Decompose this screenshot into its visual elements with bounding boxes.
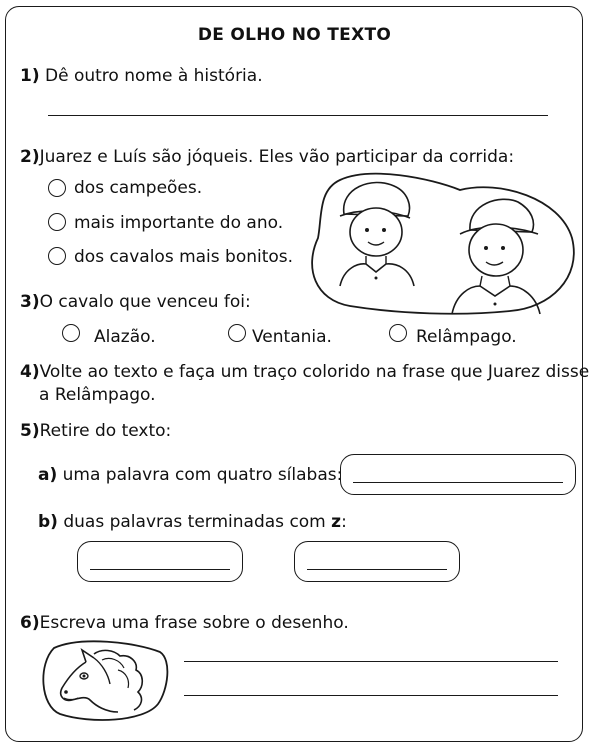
option-radio-q2-2[interactable]: [48, 213, 66, 231]
question-1-number: 1): [20, 66, 40, 86]
page-title: DE OLHO NO TEXTO: [197, 25, 392, 45]
option-radio-q2-1[interactable]: [48, 179, 66, 197]
question-4-number: 4): [20, 362, 40, 382]
question-5b-label: b): [38, 512, 58, 532]
answer-box-5a[interactable]: [340, 454, 576, 495]
question-3: [20, 292, 251, 312]
question-5b: [38, 512, 347, 532]
answer-line-1[interactable]: [48, 115, 548, 116]
question-4-line-1: Volte ao texto e faça um traço colorido na frase que Juarez disse: [39, 362, 589, 382]
horse-head-icon: [40, 640, 170, 722]
question-2: [20, 147, 514, 167]
two-jockeys-icon: [310, 168, 580, 318]
option-label-q3-1: Alazão.: [94, 327, 156, 347]
question-4: [20, 362, 589, 382]
option-label-q2-1: dos campeões.: [74, 178, 203, 198]
answer-line-6-2[interactable]: [184, 695, 558, 696]
option-label-q3-2: Ventania.: [252, 327, 332, 347]
answer-line-6-1[interactable]: [184, 661, 558, 662]
answer-box-5a-line: [353, 482, 563, 483]
question-4-line-2: a Relâmpago.: [39, 385, 156, 405]
question-3-number: 3): [20, 292, 40, 312]
option-label-q3-3: Relâmpago.: [416, 327, 517, 347]
question-6-text: Escreva uma frase sobre o desenho.: [39, 613, 349, 633]
answer-box-5b-2[interactable]: [294, 541, 460, 582]
question-5a-text: uma palavra com quatro sílabas:: [62, 465, 343, 485]
question-2-number: 2): [20, 147, 40, 167]
option-radio-q3-3[interactable]: [389, 324, 407, 342]
option-label-q2-2: mais importante do ano.: [74, 213, 284, 233]
question-5b-text: duas palavras terminadas com: [63, 512, 326, 532]
question-3-text: O cavalo que venceu foi:: [39, 292, 251, 312]
option-radio-q2-3[interactable]: [48, 247, 66, 265]
question-5b-letter: z: [331, 512, 342, 532]
question-5: [20, 421, 171, 441]
answer-box-5b-2-line: [307, 569, 447, 570]
question-1: [20, 66, 263, 86]
question-5a: [38, 465, 342, 485]
question-2-text: Juarez e Luís são jóqueis. Eles vão participar da corrida:: [39, 147, 515, 167]
answer-box-5b-1[interactable]: [77, 541, 243, 582]
option-label-q2-3: dos cavalos mais bonitos.: [74, 247, 294, 267]
question-6: [20, 613, 349, 633]
question-6-number: 6): [20, 613, 40, 633]
question-5b-colon: :: [341, 512, 347, 532]
option-radio-q3-2[interactable]: [228, 324, 246, 342]
question-1-text: Dê outro nome à história.: [45, 66, 263, 86]
answer-box-5b-1-line: [90, 569, 230, 570]
question-5a-label: a): [38, 465, 58, 485]
question-5-text: Retire do texto:: [39, 421, 172, 441]
option-radio-q3-1[interactable]: [62, 324, 80, 342]
question-5-number: 5): [20, 421, 40, 441]
